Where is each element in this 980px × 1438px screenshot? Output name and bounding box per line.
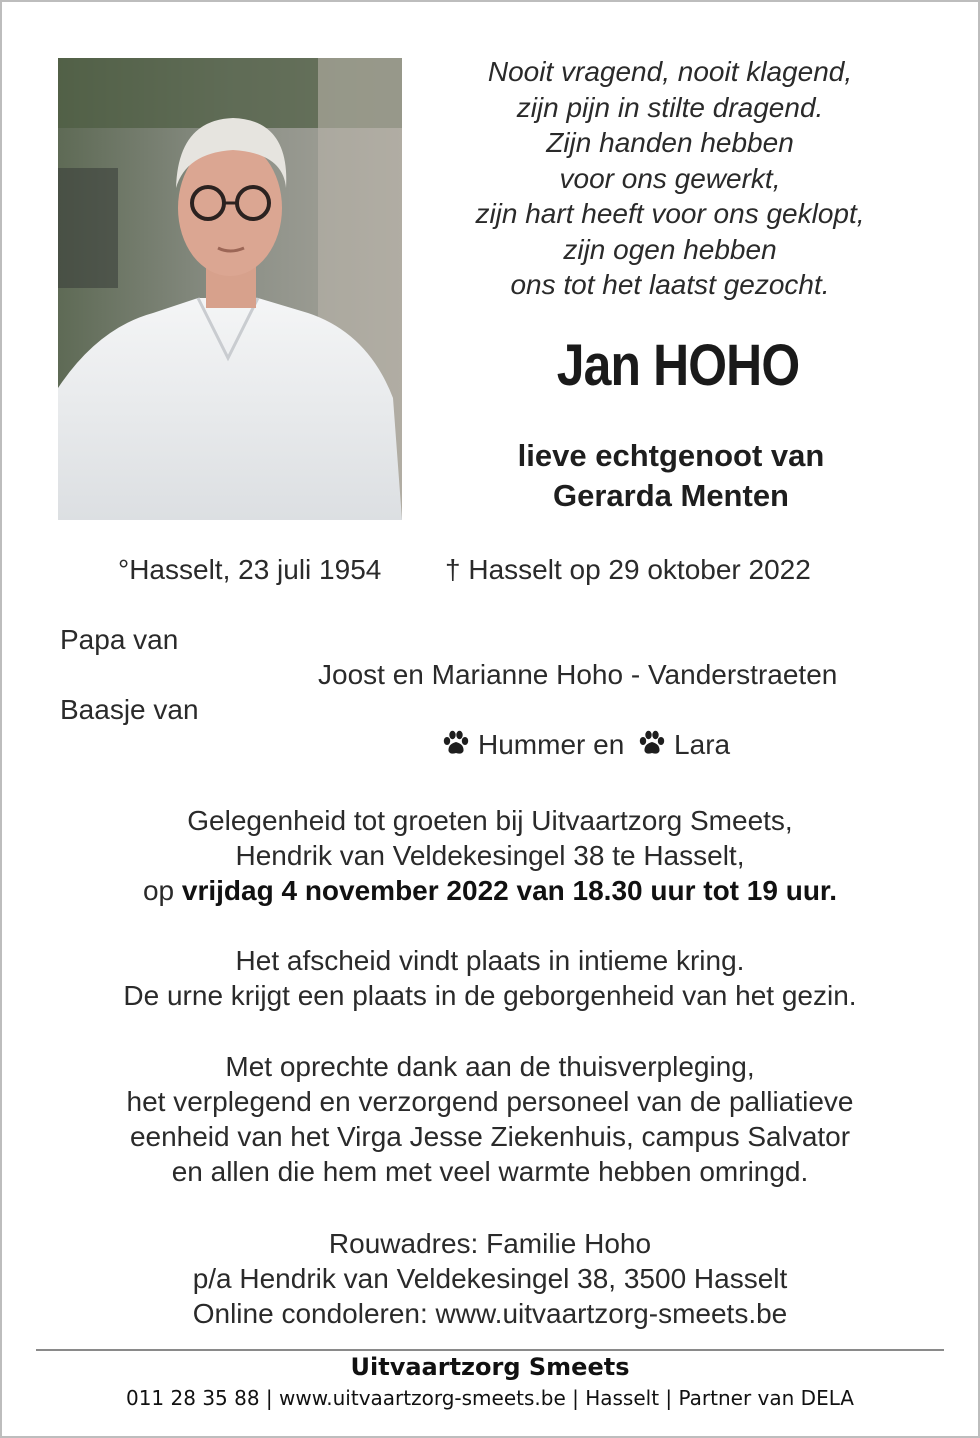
pets-line [442,729,730,763]
poem-line: Nooit vragend, nooit klagend, [487,56,853,87]
poem-line: zijn ogen hebben [563,233,777,265]
paw-icon [638,730,666,763]
thanks-line: het verplegend en verzorgend personeel van de palliatieve [126,1086,854,1117]
address-block [0,1226,980,1331]
poem-line: zijn hart heeft voor ons geklopt, [475,198,865,229]
visitation-prefix: op [142,875,175,906]
farewell-line: De urne krijgt een plaats in de geborgenheid van het gezin. [123,980,857,1011]
baasje-label: Baasje van [60,694,199,725]
poem-line: voor ons gewerkt, [559,162,781,194]
birth-date: °Hasselt, 23 juli 1954 [118,554,382,585]
visitation-datetime: vrijdag 4 november 2022 van 18.30 uur tot 19 uur. [181,875,838,906]
mourning-address: Rouwadres: Familie Hoho [328,1228,652,1259]
visitation-time-line [0,873,980,908]
online-condolence: Online condoleren: www.uitvaartzorg-smeets.be [192,1298,788,1329]
poem-line: Zijn handen hebben [546,127,794,158]
portrait-photo [58,58,402,520]
funeral-home-contact: 011 28 35 88 | www.uitvaartzorg-smeets.be | Hasselt | Partner van DELA [125,1386,854,1410]
poem [428,54,912,303]
death-date: † Hasselt op 29 oktober 2022 [445,554,811,585]
relation-line: lieve echtgenoot van [517,438,825,473]
deceased-name: Jan HOHO [556,333,800,398]
footer-divider [36,1349,944,1351]
papa-label: Papa van [60,624,179,655]
address-line: p/a Hendrik van Veldekesingel 38, 3500 Hasselt [192,1263,788,1294]
thanks-line: en allen die hem met veel warmte hebben omringd. [171,1156,809,1187]
pet-name-lara: Lara [674,729,731,760]
visitation-block [0,803,980,908]
spouse-name: Gerarda Menten [552,478,789,513]
pet-name-hummer: Hummer en [478,729,625,760]
visitation-line: Gelegenheid tot groeten bij Uitvaartzorg Smeets, [187,805,793,836]
thanks-line: eenheid van het Virga Jesse Ziekenhuis, campus Salvator [129,1121,851,1152]
paw-icon [442,730,470,763]
thanks-block [0,1049,980,1189]
farewell-block [0,943,980,1013]
funeral-home-name: Uitvaartzorg Smeets [350,1353,630,1381]
children-names: Joost en Marianne Hoho - Vanderstraeten [318,659,838,690]
spouse-relation [428,436,914,516]
visitation-line: Hendrik van Veldekesingel 38 te Hasselt, [235,840,745,871]
farewell-line: Het afscheid vindt plaats in intieme kring. [235,945,745,976]
thanks-line: Met oprechte dank aan de thuisverpleging, [225,1051,755,1082]
poem-line: ons tot het laatst gezocht. [510,269,830,300]
poem-line: zijn pijn in stilte dragend. [516,91,824,123]
